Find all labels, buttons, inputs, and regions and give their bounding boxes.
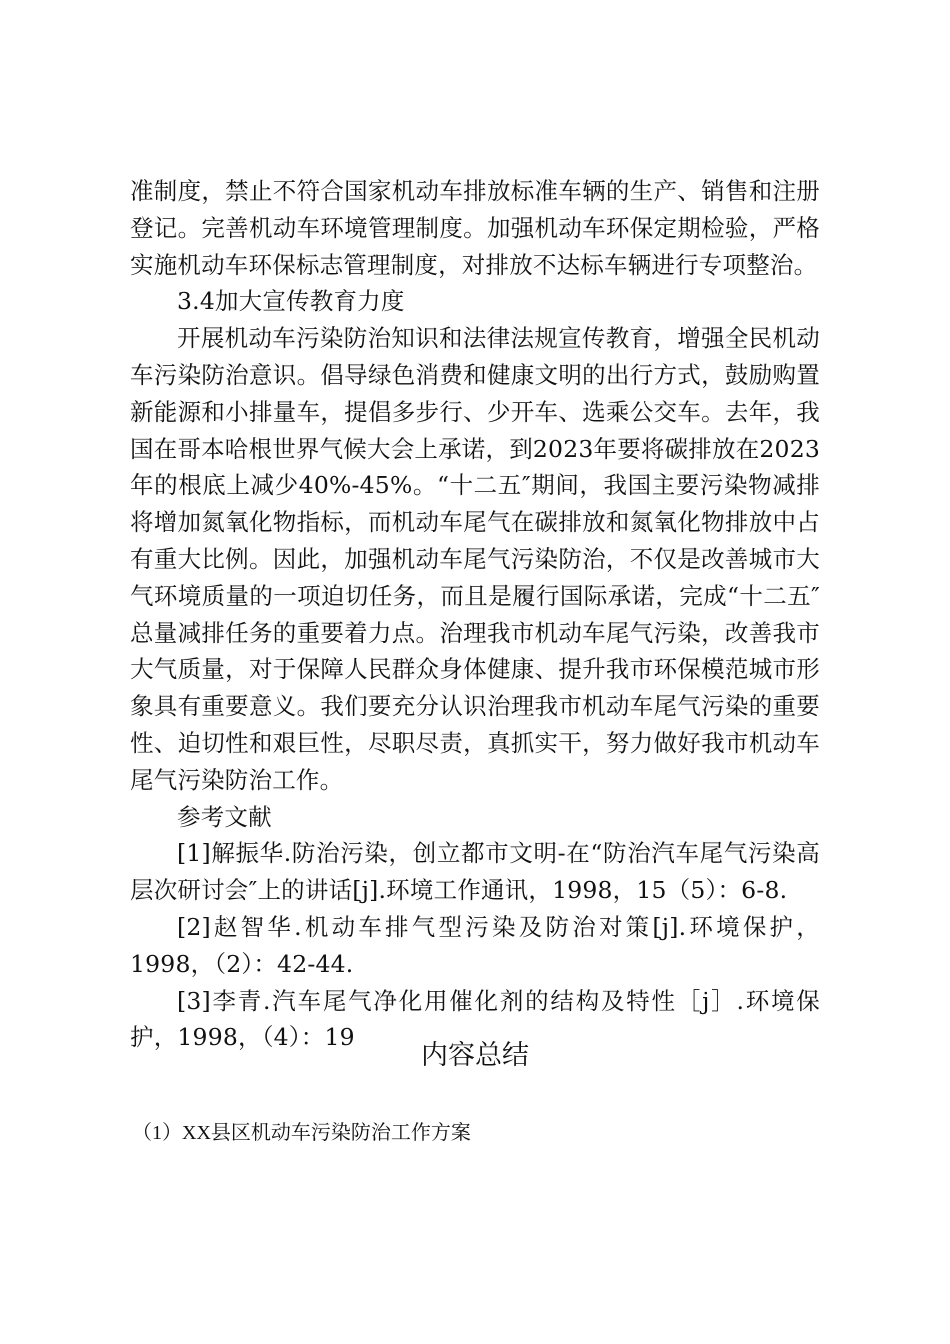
references-heading: 参考文献 — [177, 802, 272, 831]
paragraph-publicity: 开展机动车污染防治知识和法律法规宣传教育，增强全民机动车污染防治意识。倡导绿色消费和健康文明的出行方式，鼓励购置新能源和小排量车，提倡多步行、少开车、选乘公交车。去年，我国在哥本哈根世界气候大会上承诺，到2023年要将碳排放在2023年的根底上减少40%-45%。“十二五″期间，我国主要污染物减排将增加氮氧化物指标，而机动车尾气在碳排放和氮氧化物排放中占有重大比例。因此，加强机动车尾气污染防治，不仅是改善城市大气环境质量的一项迫切任务，而且是履行国际承诺，完成“十二五″总量减排任务的重要着力点。治理我市机动车尾气污染，改善我市大气质量，对于保障人民群众身体健康、提升我市环保模范城市形象具有重要意义。我们要充分认识治理我市机动车尾气污染的重要性、迫切性和艰巨性，尽职尽责，真抓实干，努力做好我市机动车尾气污染防治工作。 — [130, 324, 821, 794]
document-body — [130, 173, 820, 1056]
reference-1: [1]解振华.防治污染，创立都市文明-在“防治汽车尾气污染高层次研讨会″上的讲话[j].环境工作通讯，1998，15（5）：6-8. — [130, 839, 820, 905]
paragraph-continuation: 准制度，禁止不符合国家机动车排放标准车辆的生产、销售和注册登记。完善机动车环境管理制度。加强机动车环保定期检验，严格实施机动车环保标志管理制度，对排放不达标车辆进行专项整治。 — [130, 177, 820, 279]
summary-item-1: （1）XX县区机动车污染防治工作方案 — [132, 1122, 471, 1144]
reference-2: [2]赵智华.机动车排气型污染及防治对策[j].环境保护，1998，（2）：42-44. — [130, 912, 820, 978]
summary-title: 内容总结 — [421, 1040, 529, 1071]
section-heading: 3.4加大宣传教育力度 — [177, 287, 405, 316]
reference-3: [3]李青.汽车尾气净化用催化剂的结构及特性［j］.环境保护，1998，（4）：19 — [130, 986, 820, 1052]
